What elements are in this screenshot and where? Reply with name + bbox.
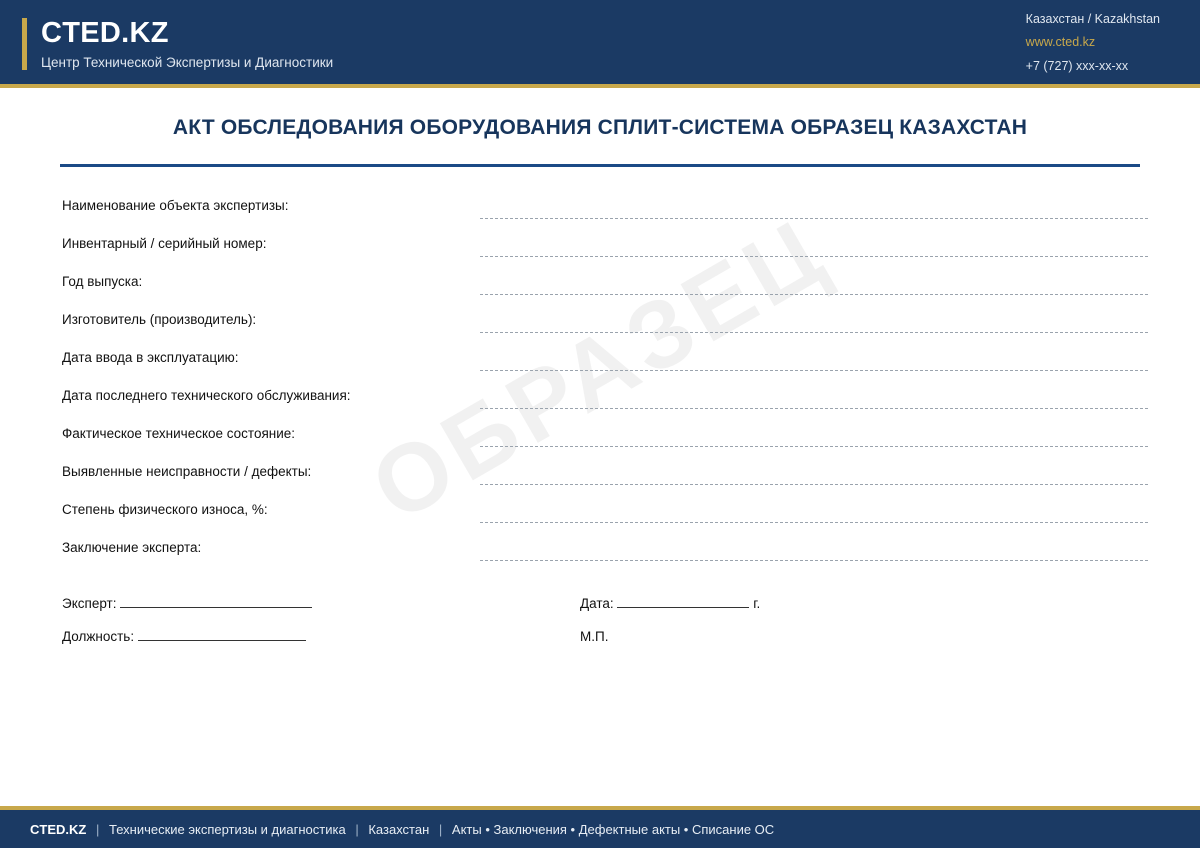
form-row bbox=[62, 409, 1148, 447]
header-country: Казахстан / Kazakhstan bbox=[1025, 12, 1160, 27]
signature-date-label: Дата: bbox=[580, 596, 614, 611]
page-header bbox=[0, 0, 1200, 88]
field-input-last-service-date[interactable] bbox=[480, 388, 1148, 409]
sample-watermark: ОБРАЗЕЦ bbox=[354, 197, 846, 543]
field-label-serial-number: Инвентарный / серийный номер: bbox=[62, 236, 267, 251]
form-row bbox=[62, 371, 1148, 409]
form-row bbox=[62, 523, 1148, 561]
signature-expert-line[interactable] bbox=[120, 593, 312, 608]
footer-services: Технические экспертизы и диагностика bbox=[108, 821, 346, 837]
field-input-technical-condition[interactable] bbox=[480, 426, 1148, 447]
field-label-expert-conclusion: Заключение эксперта: bbox=[62, 540, 202, 555]
brand-block bbox=[22, 17, 333, 72]
form-row bbox=[62, 447, 1148, 485]
signature-stamp-label: М.П. bbox=[580, 629, 609, 645]
field-input-wear-percent[interactable] bbox=[480, 502, 1148, 523]
field-label-last-service-date: Дата последнего технического обслуживания: bbox=[62, 388, 351, 403]
form-row bbox=[62, 333, 1148, 371]
field-label-technical-condition: Фактическое техническое состояние: bbox=[62, 426, 296, 441]
header-website-link[interactable]: www.cted.kz bbox=[1025, 35, 1096, 50]
field-input-year[interactable] bbox=[480, 274, 1148, 295]
footer-doc-types: Акты • Заключения • Дефектные акты • Списание ОС bbox=[451, 821, 775, 837]
brand-accent-bar bbox=[22, 18, 27, 70]
field-label-wear-percent: Степень физического износа, %: bbox=[62, 502, 268, 517]
form-row bbox=[62, 219, 1148, 257]
title-divider bbox=[60, 164, 1140, 167]
brand-name: CTED.KZ bbox=[41, 16, 169, 49]
field-label-object-name: Наименование объекта экспертизы: bbox=[62, 198, 289, 213]
signature-expert-label: Эксперт: bbox=[62, 596, 117, 611]
footer-separator-2: | bbox=[355, 821, 359, 837]
signature-expert-row bbox=[62, 587, 580, 620]
signature-date-suffix: г. bbox=[753, 596, 761, 611]
field-label-year: Год выпуска: bbox=[62, 274, 143, 289]
field-input-expert-conclusion[interactable] bbox=[480, 540, 1148, 561]
signature-block bbox=[62, 587, 1148, 653]
signature-position-line[interactable] bbox=[138, 626, 306, 641]
header-phone: +7 (727) xxx-xx-xx bbox=[1025, 58, 1129, 73]
signature-date-row bbox=[580, 587, 760, 620]
footer-separator-1: | bbox=[95, 821, 100, 837]
header-contacts bbox=[1026, 8, 1160, 79]
footer-region: Казахстан bbox=[368, 821, 430, 837]
signature-column-left bbox=[62, 587, 580, 653]
field-input-manufacturer[interactable] bbox=[480, 312, 1148, 333]
footer-content bbox=[0, 822, 774, 837]
footer-separator-3: | bbox=[438, 821, 443, 837]
field-input-object-name[interactable] bbox=[480, 198, 1148, 219]
signature-position-row bbox=[62, 620, 580, 653]
field-input-serial-number[interactable] bbox=[480, 236, 1148, 257]
footer-brand: CTED.KZ bbox=[30, 821, 87, 837]
form-row bbox=[62, 295, 1148, 333]
signature-column-right bbox=[580, 587, 760, 653]
form-row bbox=[62, 181, 1148, 219]
field-label-manufacturer: Изготовитель (производитель): bbox=[62, 312, 257, 327]
page-footer bbox=[0, 806, 1200, 848]
signature-position-label: Должность: bbox=[62, 629, 135, 645]
brand-text bbox=[41, 17, 333, 72]
signature-stamp-row bbox=[580, 620, 760, 653]
brand-subtitle: Центр Технической Экспертизы и Диагностики bbox=[41, 55, 334, 71]
document-title: АКТ ОБСЛЕДОВАНИЯ ОБОРУДОВАНИЯ СПЛИТ-СИСТЕМА ОБРАЗЕЦ КАЗАХСТАН bbox=[172, 116, 1028, 139]
field-label-commissioning-date: Дата ввода в эксплуатацию: bbox=[62, 350, 239, 365]
field-input-defects[interactable] bbox=[480, 464, 1148, 485]
field-label-defects: Выявленные неисправности / дефекты: bbox=[62, 464, 312, 479]
form-fields bbox=[62, 181, 1148, 561]
form-row bbox=[62, 257, 1148, 295]
form-row bbox=[62, 485, 1148, 523]
signature-date-line[interactable] bbox=[617, 593, 749, 608]
field-input-commissioning-date[interactable] bbox=[480, 350, 1148, 371]
